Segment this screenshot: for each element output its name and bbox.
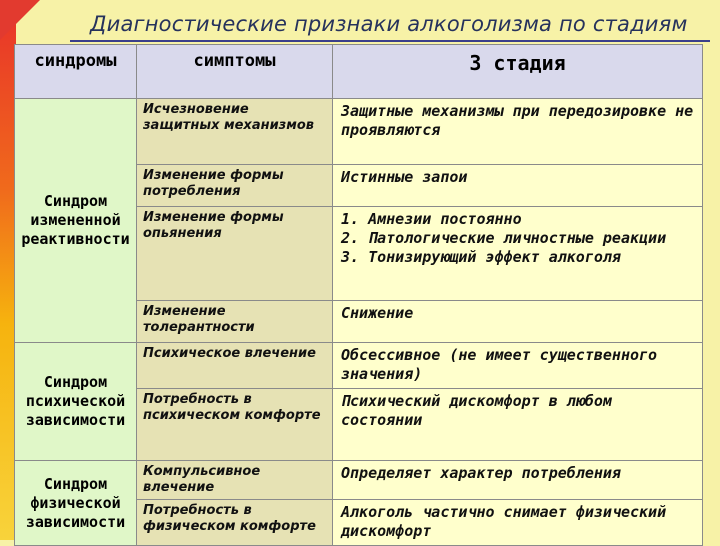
stage-cell bbox=[333, 165, 703, 207]
header-syndromes: синдромы bbox=[15, 45, 137, 99]
stage-cell bbox=[333, 343, 703, 389]
symptom-cell: Психическое влечение bbox=[137, 343, 333, 389]
header-symptoms: симптомы bbox=[137, 45, 333, 99]
syndrome-cell: Синдром измененной реактивности bbox=[15, 99, 137, 343]
stage-text: 1. Амнезии постоянно bbox=[341, 210, 522, 228]
syndrome-cell: Синдром физической зависимости bbox=[15, 461, 137, 546]
symptom-cell: Потребность в физическом комфорте bbox=[137, 500, 333, 546]
table-row bbox=[15, 461, 703, 500]
table-row bbox=[15, 343, 703, 389]
header-stage: 3 стадия bbox=[333, 45, 703, 99]
stage-text: Психический дискомфорт в любом состоянии bbox=[341, 392, 612, 429]
symptom-cell: Компульсивное влечение bbox=[137, 461, 333, 500]
stage-cell bbox=[333, 389, 703, 461]
stage-cell bbox=[333, 99, 703, 165]
symptom-cell: Изменение толерантности bbox=[137, 301, 333, 343]
page-title: Диагностические признаки алкоголизма по стадиям bbox=[90, 12, 688, 36]
stage-text: Алкоголь частично снимает физический дискомфорт bbox=[341, 503, 667, 540]
table-row bbox=[15, 99, 703, 165]
stage-text: 3. Тонизирующий эффект алкоголя bbox=[341, 248, 621, 266]
stage-text: 2. Патологические личностные реакции bbox=[341, 229, 667, 247]
decorative-corner bbox=[0, 0, 40, 40]
stage-cell bbox=[333, 461, 703, 500]
stage-text: Истинные запои bbox=[341, 168, 468, 186]
symptom-cell: Изменение формы потребления bbox=[137, 165, 333, 207]
title-underline bbox=[70, 40, 710, 42]
syndrome-cell: Синдром психической зависимости bbox=[15, 343, 137, 461]
stage-text: Снижение bbox=[341, 304, 414, 322]
stage-text: Защитные механизмы при передозировке не проявляются bbox=[341, 102, 694, 139]
symptom-cell: Изменение формы опьянения bbox=[137, 207, 333, 301]
stage-text: Определяет характер потребления bbox=[341, 464, 621, 482]
diagnostic-table bbox=[14, 44, 703, 546]
symptom-cell: Потребность в психическом комфорте bbox=[137, 389, 333, 461]
stage-cell bbox=[333, 500, 703, 546]
stage-cell bbox=[333, 207, 703, 301]
header-row bbox=[15, 45, 703, 99]
symptom-cell: Исчезновение защитных механизмов bbox=[137, 99, 333, 165]
stage-cell bbox=[333, 301, 703, 343]
stage-text: Обсессивное (не имеет существенного значения) bbox=[341, 346, 658, 383]
